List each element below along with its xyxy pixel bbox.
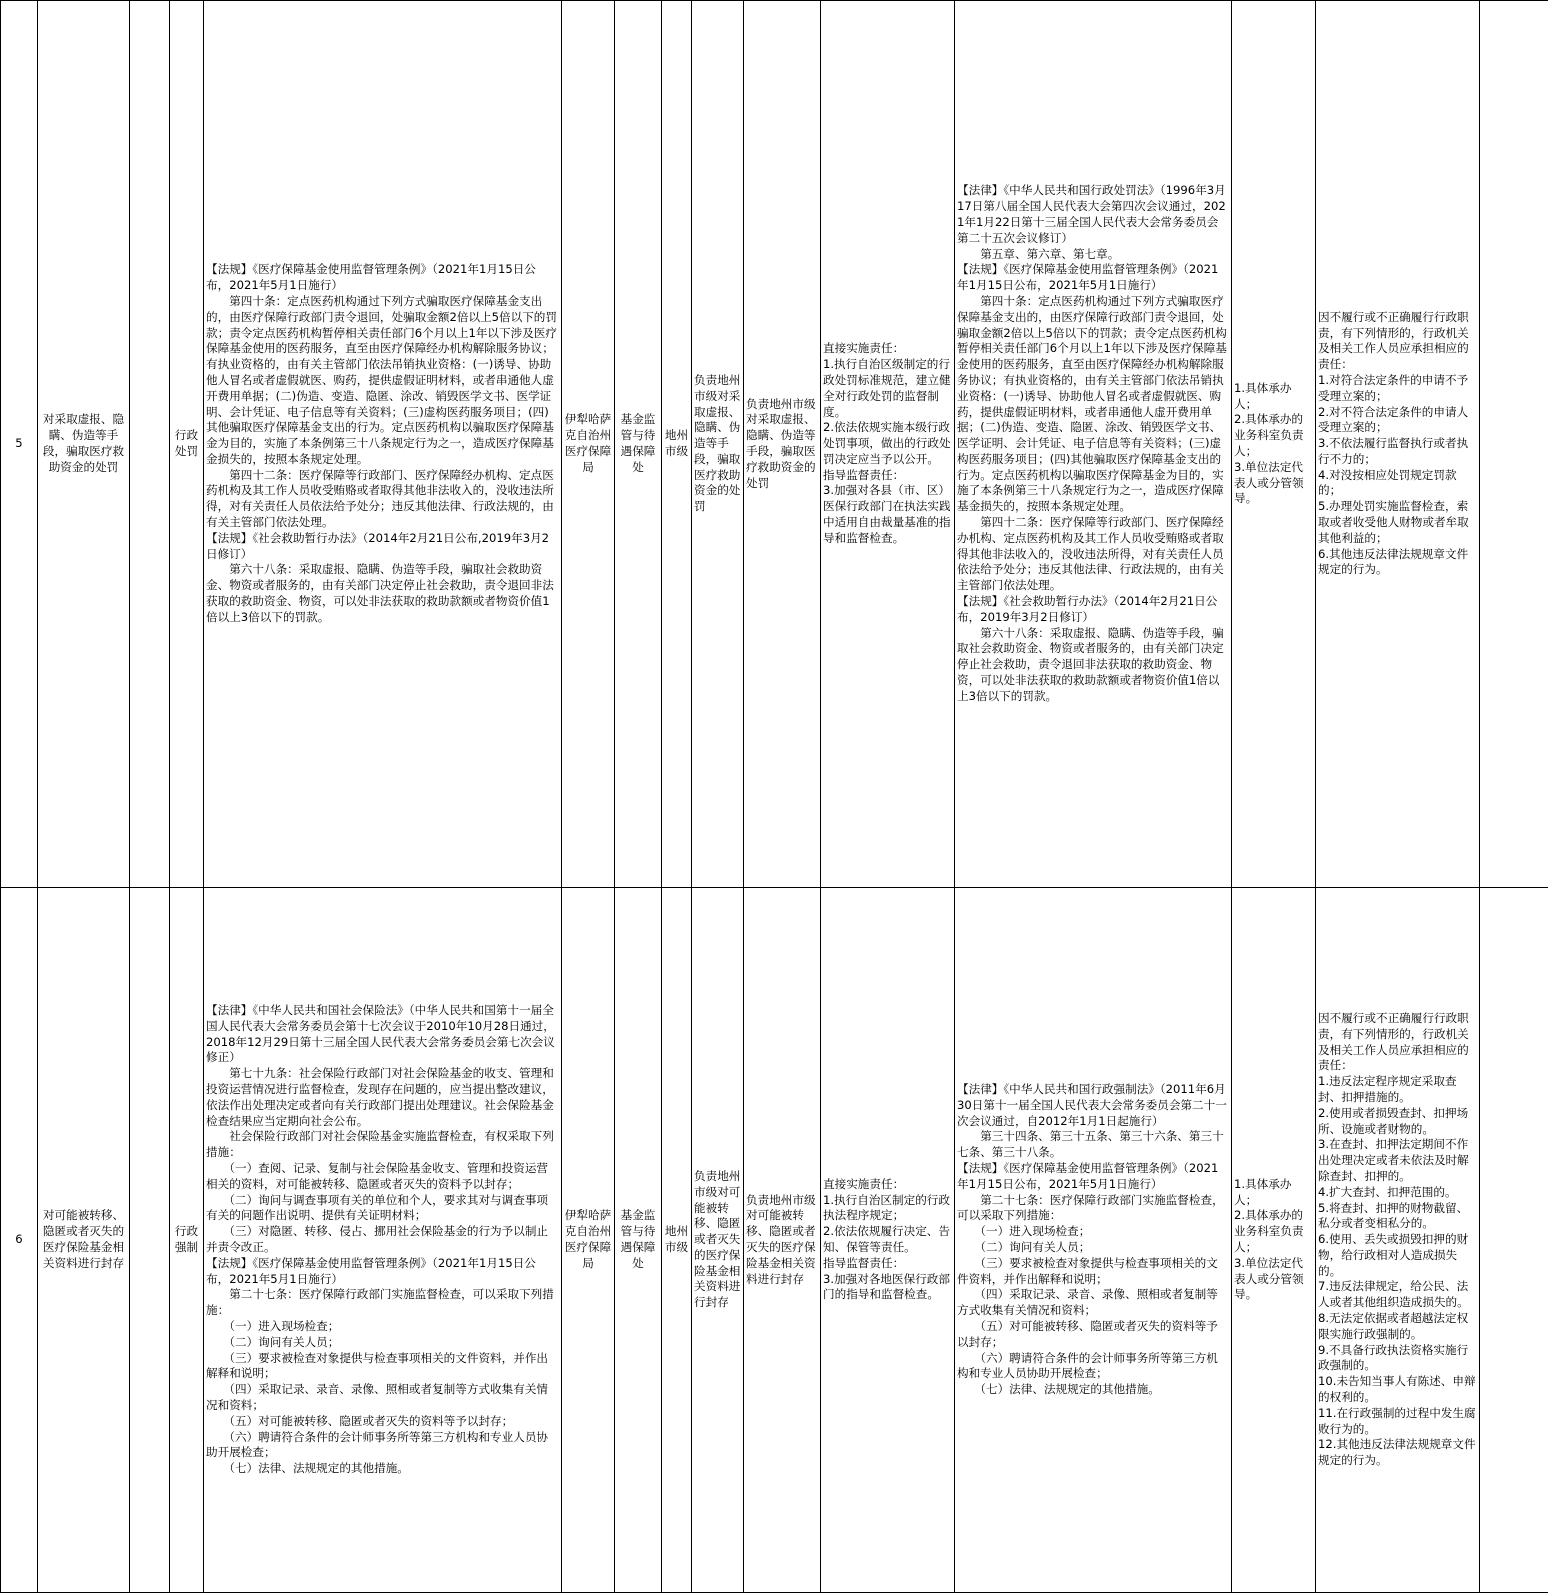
item-category: 行政强制 [170, 888, 204, 1593]
duty-main: 负责地州市级对采取虚报、隐瞒、伪造等手段，骗取医疗救助资金的处罚 [744, 1, 821, 888]
legal-basis: 【法律】《中华人民共和国社会保险法》（中华人民共和国第十一届全国人民代表大会常务委员会第十七次会议于2010年10月28日通过，2018年12月29日第十三届全国人民代表大会常务委员会第七次会议修正） 第七十九条：社会保险行政部门对社会保险基金的收支、管理和投资运营情况进行监督检查，发现存在问题的，应当提出整改建议，依法作出处理决定或者向有关行政部门提出处理建议。社会保险基金检查结果应当定期向社会公布。 社会保险行政部门对社会保险基金实施监督检查，有权采取下列措施： （一）查阅、记录、复制与社会保险基金收支、管理和投资运营相关的资料，对可能被转移、隐匿或者灭失的资料予以封存； （二）询问与调查事项有关的单位和个人，要求其对与调查事项有关的问题作出说明、提供有关证明材料； （三）对隐匿、转移、侵占、挪用社会保险基金的行为予以制止并责令改正。 【法规】《医疗保障基金使用监督管理条例》（2021年1月15日公布，2021年5月1日施行） 第二十七条：医疗保障行政部门实施监督检查，可以采取下列措施： （一）进入现场检查； （二）询问有关人员； （三）要求被检查对象提供与检查事项相关的文件资料，并作出解释和说明； （四）采取记录、录音、录像、照相或者复制等方式收集有关情况和资料； （五）对可能被转移、隐匿或者灭失的资料等予以封存； （六）聘请符合条件的会计师事务所等第三方机构和专业人员协助开展检查； （七）法律、法规规定的其他措施。 [204, 888, 562, 1593]
duty-main: 负责地州市级对可能被转移、隐匿或者灭失的医疗保险基金相关资料进行封存 [744, 888, 821, 1593]
implementing-level: 地州市级 [662, 1, 692, 888]
accountability-cases: 因不履行或不正确履行行政职责，有下列情形的，行政机关及相关工作人员应承担相应的责任： 1.违反法定程序规定采取查封、扣押措施的。 2.使用或者损毁查封、扣押场所、设施或者财物的。 3.在查封、扣押法定期间不作出处理决定或者未依法及时解除查封、扣押的。 4.扩大查封、扣押范围的。 5.将查封、扣押的财物截留、私分或者变相私分的。 6.使用、丢失或损毁扣押的财物，给行政相对人造成损失的。 7.违反法律规定，给公民、法人或者其他组织造成损失的。 8.无法定依据或者超越法定权限实施行政强制的。 9.不具备行政执法资格实施行政强制的。 10.未告知当事人有陈述、申辩的权利的。 11.在行政强制的过程中发生腐败行为的。 12.其他违反法律法规规章文件规定的行为。 [1316, 888, 1480, 1593]
accountability-basis: 【法律】《中华人民共和国行政处罚法》（1996年3月17日第八届全国人民代表大会第四次会议通过，2021年1月22日第十三届全国人民代表大会常务委员会第二十五次会议修订） 第五章、第六章、第七章。 【法规】《医疗保障基金使用监督管理条例》（2021年1月15日公布，2021年5月1日施行） 第四十条：定点医药机构通过下列方式骗取医疗保障基金支出的，由医疗保障行政部门责令退回，处骗取金额2倍以上5倍以下的罚款；责令定点医药机构暂停相关责任部门6个月以上1年以下涉及医疗保障基金使用的医药服务，直至由医疗保障经办机构解除服务协议；有执业资格的，由有关主管部门依法吊销执业资格：(一)诱导、协助他人冒名或者虚假就医、购药，提供虚假证明材料，或者串通他人虚开费用单据；(二)伪造、变造、隐匿、涂改、销毁医学文书、医学证明、会计凭证、电子信息等有关资料；(三)虚构医药服务项目；(四)其他骗取医疗保障基金支出的行为。定点医药机构以骗取医疗保障基金为目的，实施了本条例第三十八条规定行为之一，造成医疗保障基金损失的，按照本条规定处理。 第四十二条：医疗保障等行政部门、医疗保障经办机构、定点医药机构及其工作人员收受贿赂或者取得其他非法收入的，没收违法所得，对有关责任人员依法给予处分；违反其他法律、行政法规的，由有关主管部门依法处理。 【法规】《社会救助暂行办法》（2014年2月21日公布，2019年3月2日修订） 第六十八条：采取虚报、隐瞒、伪造等手段，骗取社会救助资金、物资或者服务的，由有关部门决定停止社会救助，责令退回非法获取的救助资金、物资，可以处非法获取的救助款额或者物资价值1倍以上3倍以下的罚款。 [955, 1, 1232, 888]
sub-item [130, 888, 170, 1593]
row-number: 5 [1, 1, 38, 888]
accountability-basis: 【法律】《中华人民共和国行政强制法》（2011年6月30日第十一届全国人民代表大会常务委员会第二十一次会议通过，自2012年1月1日起施行） 第三十四条、第三十五条、第三十六条、第三十七条、第三十八条。 【法规】《医疗保障基金使用监督管理条例》（2021年1月15日公布，2021年5月1日施行） 第二十七条：医疗保障行政部门实施监督检查，可以采取下列措施： （一）进入现场检查； （二）询问有关人员； （三）要求被检查对象提供与检查事项相关的文件资料，并作出解释和说明； （四）采取记录、录音、录像、照相或者复制等方式收集有关情况和资料； （五）对可能被转移、隐匿或者灭失的资料等予以封存； （六）聘请符合条件的会计师事务所等第三方机构和专业人员协助开展检查； （七）法律、法规规定的其他措施。 [955, 888, 1232, 1593]
responsible-persons: 1.具体承办人； 2.具体承办的业务科室负责人； 3.单位法定代表人或分管领导。 [1232, 1, 1316, 888]
duty-scope: 负责地州市级对采取虚报、隐瞒、伪造等手段，骗取医疗救助资金的处罚 [692, 1, 744, 888]
responsibility-items: 直接实施责任： 1.执行自治区制定的行政执法程序规定； 2.依法依规履行决定、告知、保管等责任。 指导监督责任： 3.加强对各地医保行政部门的指导和监督检查。 [821, 888, 955, 1593]
table-row [1, 1, 1548, 888]
row-number: 6 [1, 888, 38, 1593]
sub-item [130, 1, 170, 888]
responsibility-items: 直接实施责任： 1.执行自治区级制定的行政处罚标准规范，建立健全对行政处罚的监督制度。 2.依法依规实施本级行政处罚事项，做出的行政处罚决定应当予以公开。 指导监督责任： 3.加强对各县（市、区）医保行政部门在执法实践中适用自由裁量基准的指导和监督检查。 [821, 1, 955, 888]
responsible-department: 基金监管与待遇保障处 [615, 1, 662, 888]
legal-basis: 【法规】《医疗保障基金使用监督管理条例》（2021年1月15日公布，2021年5月1日施行） 第四十条：定点医药机构通过下列方式骗取医疗保障基金支出的，由医疗保障行政部门责令退回，处骗取金额2倍以上5倍以下的罚款；责令定点医药机构暂停相关责任部门6个月以上1年以下涉及医疗保障基金使用的医药服务，直至由医疗保障经办机构解除服务协议；有执业资格的，由有关主管部门依法吊销执业资格：(一)诱导、协助他人冒名或者虚假就医、购药，提供虚假证明材料，或者串通他人虚开费用单据；(二)伪造、变造、隐匿、涂改、销毁医学文书、医学证明、会计凭证、电子信息等有关资料；(三)虚构医药服务项目；(四)其他骗取医疗保障基金支出的行为。定点医药机构以骗取医疗保障基金为目的，实施了本条例第三十八条规定行为之一，造成医疗保障基金损失的，按照本条规定处理。 第四十二条：医疗保障等行政部门、医疗保障经办机构、定点医药机构及其工作人员收受贿赂或者取得其他非法收入的，没收违法所得，对有关责任人员依法给予处分；违反其他法律、行政法规的，由有关主管部门依法处理。 【法规】《社会救助暂行办法》（2014年2月21日公布,2019年3月2日修订） 第六十八条：采取虚报、隐瞒、伪造等手段，骗取社会救助资金、物资或者服务的，由有关部门决定停止社会救助，责令退回非法获取的救助资金、物资，可以处非法获取的救助款额或者物资价值1倍以上3倍以下的罚款。 [204, 1, 562, 888]
table-row [1, 888, 1548, 1593]
item-category: 行政处罚 [170, 1, 204, 888]
responsible-persons: 1.具体承办人； 2.具体承办的业务科室负责人； 3.单位法定代表人或分管领导。 [1232, 888, 1316, 1593]
implementing-agency: 伊犁哈萨克自治州医疗保障局 [562, 1, 615, 888]
item-name: 对采取虚报、隐瞒、伪造等手段，骗取医疗救助资金的处罚 [38, 1, 130, 888]
remark [1480, 1, 1548, 888]
implementing-level: 地州市级 [662, 888, 692, 1593]
responsible-department: 基金监管与待遇保障处 [615, 888, 662, 1593]
accountability-cases: 因不履行或不正确履行行政职责，有下列情形的，行政机关及相关工作人员应承担相应的责任： 1.对符合法定条件的申请不予受理立案的； 2.对不符合法定条件的申请人受理立案的； 3.不依法履行监督执行或者执行不力的； 4.对没按相应处罚规定罚款的； 5.办理处罚实施监督检查，索取或者收受他人财物或者牟取其他利益的； 6.其他违反法律法规规章文件规定的行为。 [1316, 1, 1480, 888]
implementing-agency: 伊犁哈萨克自治州医疗保障局 [562, 888, 615, 1593]
duty-scope: 负责地州市级对可能被转移、隐匿或者灭失的医疗保险基金相关资料进行封存 [692, 888, 744, 1593]
remark [1480, 888, 1548, 1593]
item-name: 对可能被转移、隐匿或者灭失的医疗保险基金相关资料进行封存 [38, 888, 130, 1593]
